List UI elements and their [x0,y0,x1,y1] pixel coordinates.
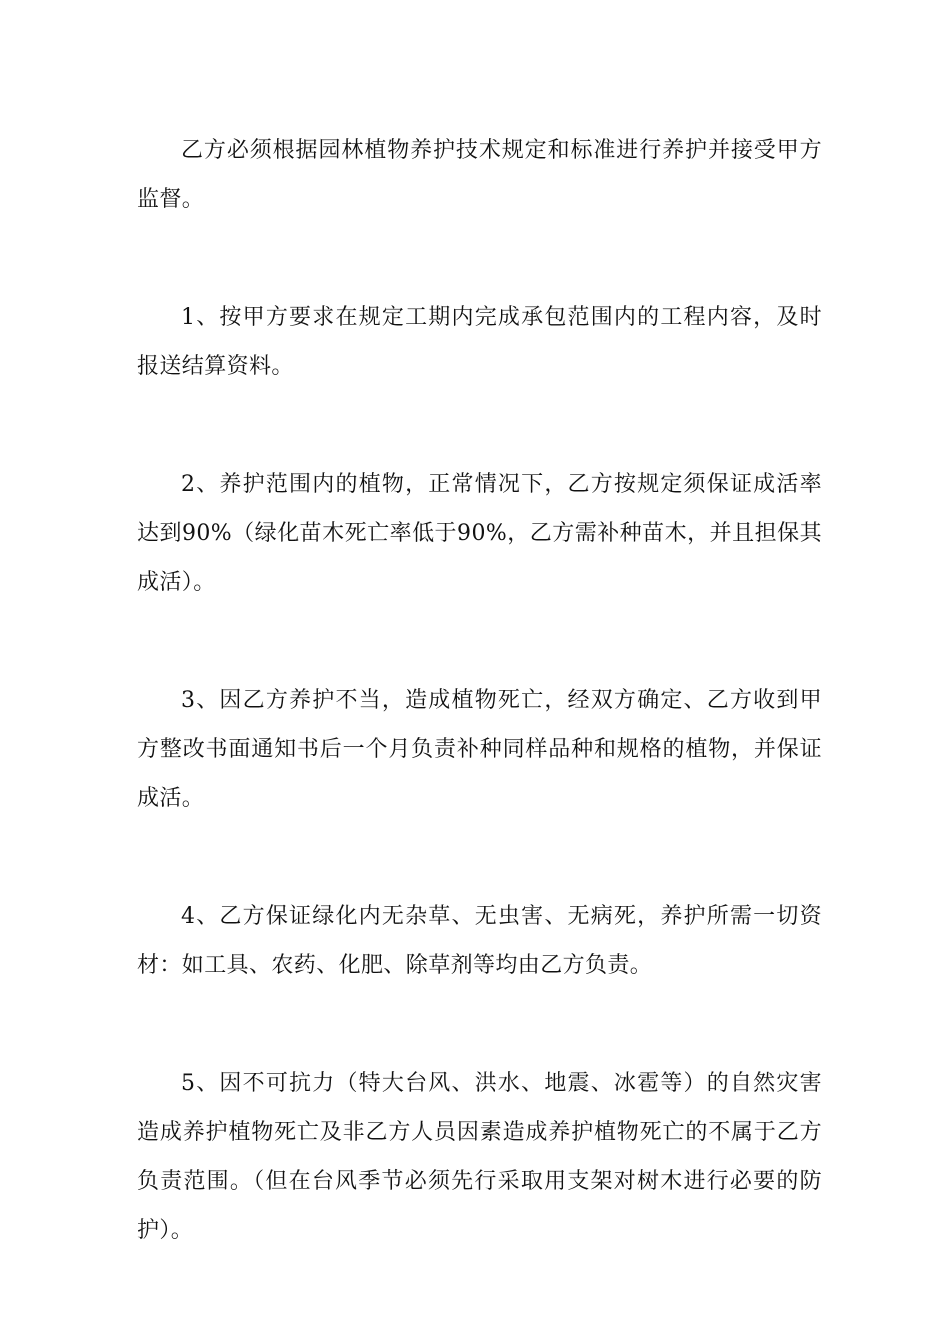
paragraph-clause-5: 5、因不可抗力（特大台风、洪水、地震、冰雹等）的自然灾害造成养护植物死亡及非乙方人员因素造成养护植物死亡的不属于乙方负责范围。（但在台风季节必须先行采取用支架对树木进行必要的防护）。 [137,1071,822,1243]
paragraph-clause-3: 3、因乙方养护不当，造成植物死亡，经双方确定、乙方收到甲方整改书面通知书后一个月负责补种同样品种和规格的植物，并保证成活。 [137,688,822,811]
document-body [137,126,822,1255]
paragraph-intro: 乙方必须根据园林植物养护技术规定和标准进行养护并接受甲方监督。 [137,138,822,212]
paragraph-clause-4: 4、乙方保证绿化内无杂草、无虫害、无病死，养护所需一切资材：如工具、农药、化肥、除草剂等均由乙方负责。 [137,904,822,978]
paragraph-clause-2: 2、养护范围内的植物，正常情况下，乙方按规定须保证成活率达到90%（绿化苗木死亡率低于90%，乙方需补种苗木，并且担保其成活）。 [137,472,822,595]
paragraph-clause-1: 1、按甲方要求在规定工期内完成承包范围内的工程内容，及时报送结算资料。 [137,305,822,379]
